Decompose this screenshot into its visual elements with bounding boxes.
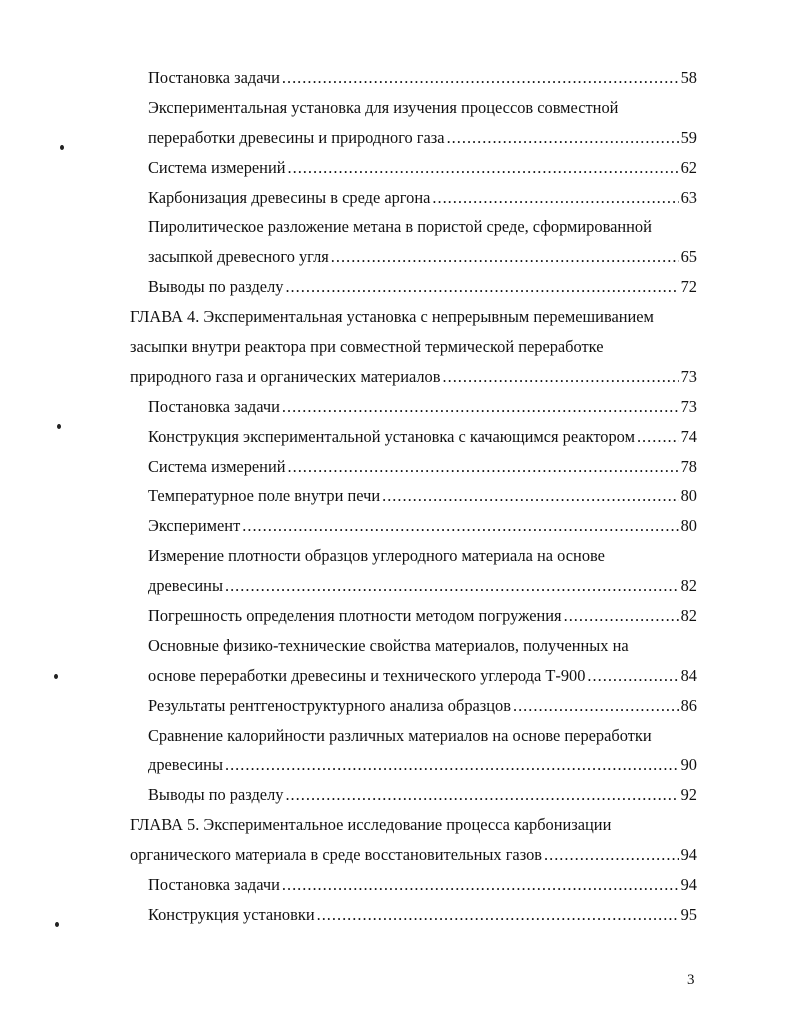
toc-entry	[130, 810, 697, 840]
toc-entry	[130, 780, 697, 810]
toc-entry-title: Экспериментальная установка для изучения процессов совместной	[148, 97, 619, 117]
toc-entry-page: 58	[680, 68, 697, 87]
toc-entry-page: 73	[680, 366, 697, 386]
toc-entry	[130, 392, 697, 422]
toc-entry-page: 80	[680, 486, 697, 506]
toc-entry-page: 73	[680, 396, 697, 416]
toc-entry-title: Постановка задачи	[148, 875, 280, 895]
toc-entry-title: Основные физико-технические свойства материалов, полученных на	[148, 635, 629, 655]
toc-entry	[130, 63, 697, 93]
toc-leader-dots	[242, 511, 678, 541]
toc-entry-title: основе переработки древесины и технического углерода Т-900	[148, 665, 586, 685]
toc-leader-dots	[544, 840, 679, 870]
toc-entry	[130, 900, 697, 930]
toc-entry-title: органического материала в среде восстановительных газов	[130, 845, 543, 865]
toc-entry-title: природного газа и органических материалов	[130, 366, 441, 386]
scan-speck	[60, 145, 64, 150]
toc-entry-page: 86	[680, 695, 697, 715]
toc-leader-dots	[288, 153, 679, 183]
toc-entry-title: Постановка задачи	[148, 68, 280, 87]
toc-entry	[130, 631, 697, 661]
toc-entry-page: 82	[680, 606, 697, 626]
toc-leader-dots	[282, 870, 679, 900]
toc-entry-title: Постановка задачи	[148, 396, 280, 416]
toc-entry	[130, 123, 697, 153]
toc-entry	[130, 541, 697, 571]
toc-entry-page: 90	[680, 755, 697, 775]
toc-entry	[130, 302, 697, 332]
toc-leader-dots	[225, 750, 679, 780]
toc-entry-title: Выводы по разделу	[148, 785, 284, 805]
toc-entry-title: ГЛАВА 4. Экспериментальная установка с непрерывным перемешиванием	[130, 307, 654, 327]
toc-entry-page: 94	[680, 875, 697, 895]
toc-entry-page: 65	[680, 247, 697, 267]
scan-speck	[54, 674, 58, 679]
toc-leader-dots	[447, 123, 679, 153]
toc-entry	[130, 153, 697, 183]
toc-entry-page: 59	[680, 127, 697, 147]
toc-entry	[130, 212, 697, 242]
toc-entry-page: 95	[680, 904, 697, 924]
toc-entry-page: 94	[680, 845, 697, 865]
toc-entry-page: 92	[680, 785, 697, 805]
toc-leader-dots	[225, 571, 679, 601]
toc-entry	[130, 571, 697, 601]
toc-leader-dots	[285, 272, 678, 302]
toc-entry-title: Выводы по разделу	[148, 277, 284, 297]
toc-leader-dots	[288, 452, 679, 482]
toc-entry-title: Измерение плотности образцов углеродного материала на основе	[148, 546, 605, 566]
page-number: 3	[687, 972, 695, 988]
toc-entry-title: Пиролитическое разложение метана в пористой среде, сформированной	[148, 217, 652, 237]
toc-entry-page: 74	[680, 426, 697, 446]
toc-entry-title: древесины	[148, 755, 223, 775]
toc-leader-dots	[282, 63, 679, 93]
toc-entry	[130, 362, 697, 392]
toc-leader-dots	[432, 183, 678, 213]
toc-entry-page: 84	[680, 665, 697, 685]
toc-entry	[130, 661, 697, 691]
toc-leader-dots	[282, 392, 679, 422]
toc-leader-dots	[285, 780, 678, 810]
toc-entry	[130, 272, 697, 302]
toc-entry-title: переработки древесины и природного газа	[148, 127, 445, 147]
toc-entry	[130, 511, 697, 541]
toc-leader-dots	[331, 242, 679, 272]
toc-entry-title: Сравнение калорийности различных материалов на основе переработки	[148, 725, 652, 745]
toc-entry	[130, 332, 697, 362]
toc-leader-dots	[637, 422, 679, 452]
toc-entry-title: ГЛАВА 5. Экспериментальное исследование процесса карбонизации	[130, 815, 612, 835]
toc-entry-page: 63	[680, 187, 697, 207]
toc-entry-page: 80	[680, 516, 697, 536]
table-of-contents	[130, 63, 697, 930]
toc-entry	[130, 452, 697, 482]
toc-entry	[130, 840, 697, 870]
toc-entry	[130, 721, 697, 751]
toc-entry	[130, 93, 697, 123]
toc-leader-dots	[513, 691, 679, 721]
toc-entry	[130, 601, 697, 631]
toc-entry	[130, 870, 697, 900]
toc-entry-title: засыпкой древесного угля	[148, 247, 329, 267]
toc-entry	[130, 481, 697, 511]
toc-entry-title: засыпки внутри реактора при совместной термической переработке	[130, 337, 604, 357]
scan-speck	[55, 922, 59, 927]
toc-entry-title: Конструкция экспериментальной установка с качающимся реактором	[148, 426, 635, 446]
toc-entry-title: Температурное поле внутри печи	[148, 486, 381, 506]
toc-entry-title: Погрешность определения плотности методом погружения	[148, 606, 562, 626]
toc-leader-dots	[564, 601, 679, 631]
toc-entry-title: древесины	[148, 576, 223, 596]
toc-entry-page: 78	[680, 456, 697, 476]
toc-entry-title: Конструкция установки	[148, 904, 315, 924]
toc-entry-title: Система измерений	[148, 157, 286, 177]
toc-leader-dots	[443, 362, 679, 392]
toc-entry-page: 62	[680, 157, 697, 177]
toc-entry-title: Система измерений	[148, 456, 286, 476]
toc-entry-title: Эксперимент	[148, 516, 241, 536]
toc-leader-dots	[317, 900, 679, 930]
toc-entry	[130, 422, 697, 452]
toc-entry	[130, 242, 697, 272]
toc-entry-title: Результаты рентгеноструктурного анализа образцов	[148, 695, 511, 715]
toc-entry-page: 72	[680, 277, 697, 297]
toc-entry	[130, 691, 697, 721]
toc-leader-dots	[587, 661, 678, 691]
toc-entry	[130, 183, 697, 213]
toc-entry-title: Карбонизация древесины в среде аргона	[148, 187, 431, 207]
scan-speck	[57, 424, 61, 429]
toc-entry-page: 82	[680, 576, 697, 596]
toc-leader-dots	[382, 481, 679, 511]
toc-entry	[130, 750, 697, 780]
